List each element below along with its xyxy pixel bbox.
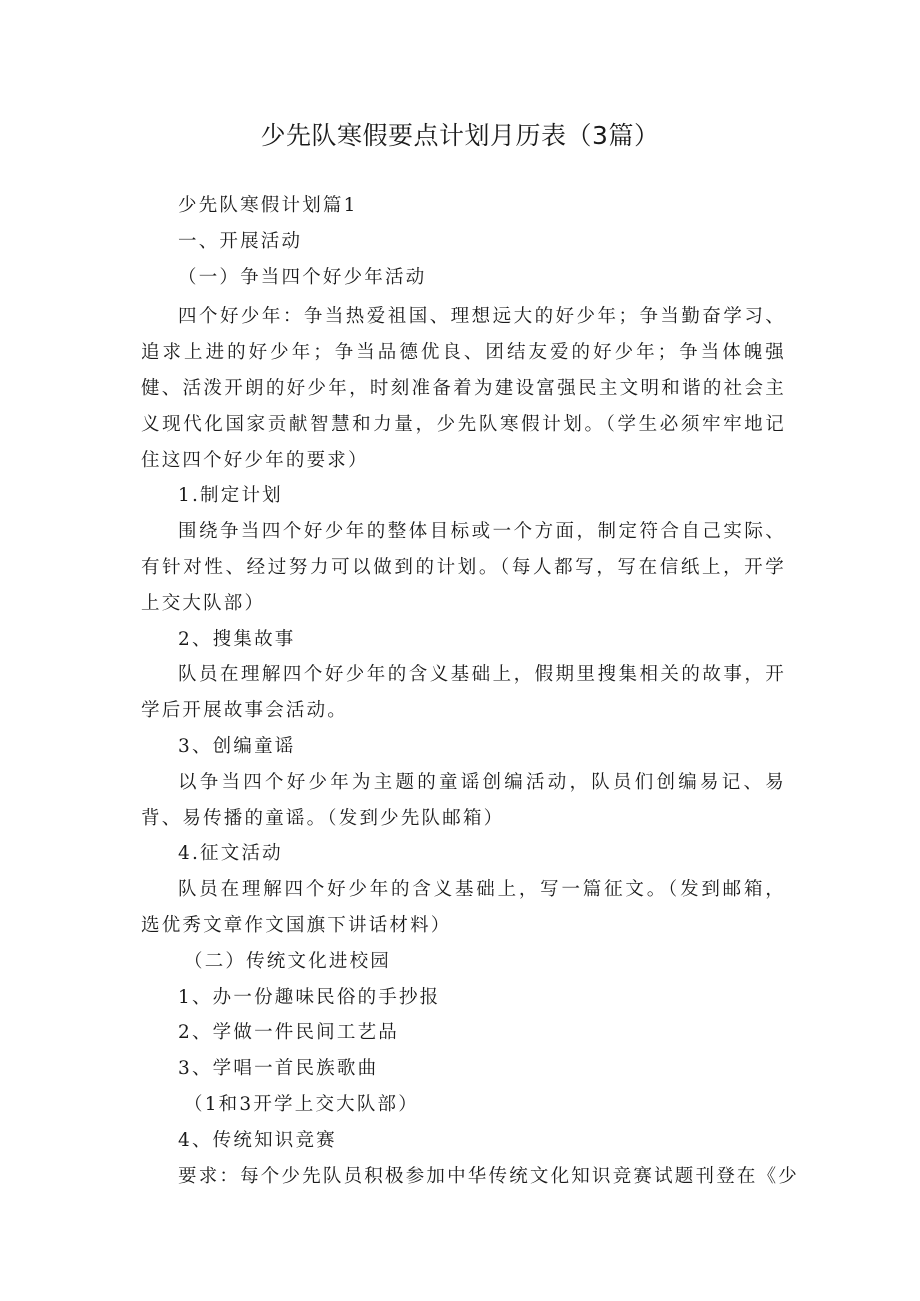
list-item: 2、学做一件民间工艺品 <box>178 1022 399 1044</box>
paragraph: 四个好少年：争当热爱祖国、理想远大的好少年；争当勤奋学习、追求上进的好少年；争当品德优良、团结友爱的好少年；争当体魄强健、活泼开朗的好少年，时刻准备着为建设富强民主文明和谐的社会主义现代化国家贡献智慧和力量，少先队寒假计划。（学生必须牢牢地记住这四个好少年的要求） <box>141 306 786 471</box>
heading-level-2: （二）传统文化进校园 <box>184 950 392 972</box>
list-item-heading: 3、创编童谣 <box>178 735 296 757</box>
list-item-heading: 1.制定计划 <box>178 485 283 507</box>
paragraph: 要求：每个少先队员积极参加中华传统文化知识竞赛试题刊登在《少 <box>178 1165 800 1187</box>
document-title: 少先队寒假要点计划月历表（3篇） <box>260 121 660 150</box>
paragraph: 围绕争当四个好少年的整体目标或一个方面，制定符合自己实际、有针对性、经过努力可以做到的计划。（每人都写，写在信纸上，开学上交大队部） <box>141 521 786 614</box>
list-item: 1、办一份趣味民俗的手抄报 <box>178 986 441 1008</box>
paragraph: 以争当四个好少年为主题的童谣创编活动，队员们创编易记、易背、易传播的童谣。（发到少先队邮箱） <box>141 771 786 829</box>
paragraph: 队员在理解四个好少年的含义基础上，假期里搜集相关的故事，开学后开展故事会活动。 <box>141 664 786 722</box>
list-item-heading: 4.征文活动 <box>178 843 283 865</box>
list-item: 3、学唱一首民族歌曲 <box>178 1058 379 1080</box>
section-heading: 少先队寒假计划篇1 <box>178 195 358 216</box>
paragraph: 队员在理解四个好少年的含义基础上，写一篇征文。（发到邮箱，选优秀文章作文国旗下讲话材料） <box>141 879 786 936</box>
list-item-heading: 4、传统知识竞赛 <box>178 1129 337 1151</box>
document-body <box>141 188 800 1194</box>
list-item-heading: 2、搜集故事 <box>178 628 296 650</box>
heading-level-1: 一、开展活动 <box>178 230 303 252</box>
heading-level-2: （一）争当四个好少年活动 <box>178 266 427 288</box>
note: （1和3开学上交大队部） <box>184 1093 419 1115</box>
